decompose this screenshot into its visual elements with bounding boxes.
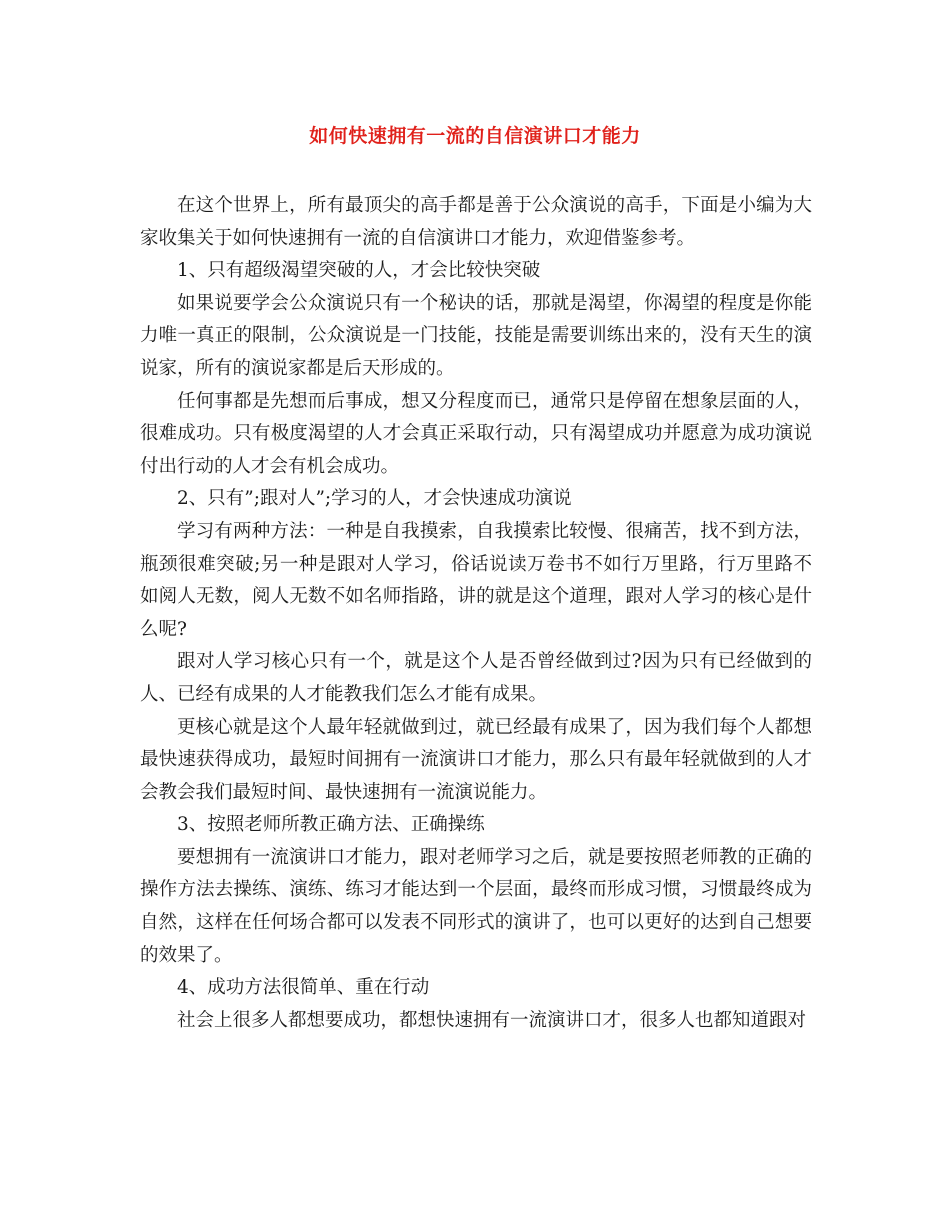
section-heading-2: 2、只有”;跟对人”;学习的人，才会快速成功演说	[177, 488, 572, 510]
body-paragraph: 如果说要学会公众演说只有一个秘诀的话，那就是渴望，你渴望的程度是你能力唯一真正的限制，公众演说是一门技能，技能是需要训练出来的，没有天生的演说家，所有的演说家都是后天形成的。	[140, 292, 812, 379]
section-heading-4: 4、成功方法很简单、重在行动	[177, 977, 430, 999]
intro-paragraph: 在这个世界上，所有最顶尖的高手都是善于公众演说的高手，下面是小编为大家收集关于如何快速拥有一流的自信演讲口才能力，欢迎借鉴参考。	[140, 195, 812, 249]
document-title: 如何快速拥有一流的自信演讲口才能力	[309, 125, 641, 147]
section-heading-3: 3、按照老师所教正确方法、正确操练	[177, 814, 485, 836]
body-paragraph: 学习有两种方法：一种是自我摸索，自我摸索比较慢、很痛苦，找不到方法，瓶颈很难突破;另一种是跟对人学习，俗话说读万卷书不如行万里路，行万里路不如阅人无数，阅人无数不如名师指路，讲的就是这个道理，跟对人学习的核心是什么呢?	[140, 520, 812, 640]
body-paragraph: 要想拥有一流演讲口才能力，跟对老师学习之后，就是要按照老师教的正确的操作方法去操练、演练、练习才能达到一个层面，最终而形成习惯，习惯最终成为自然，这样在任何场合都可以发表不同形式的演讲了，也可以更好的达到自己想要的效果了。	[140, 846, 812, 966]
body-paragraph: 任何事都是先想而后事成，想又分程度而已，通常只是停留在想象层面的人，很难成功。只有极度渴望的人才会真正采取行动，只有渴望成功并愿意为成功演说付出行动的人才会有机会成功。	[140, 390, 812, 477]
body-paragraph: 社会上很多人都想要成功，都想快速拥有一流演讲口才，很多人也都知道跟对	[177, 1009, 807, 1031]
body-paragraph: 更核心就是这个人最年轻就做到过，就已经最有成果了，因为我们每个人都想最快速获得成功，最短时间拥有一流演讲口才能力，那么只有最年轻就做到的人才会教会我们最短时间、最快速拥有一流演说能力。	[140, 716, 812, 803]
section-heading-1: 1、只有超级渴望突破的人，才会比较快突破	[177, 260, 541, 282]
document-body	[140, 190, 812, 1037]
body-paragraph: 跟对人学习核心只有一个，就是这个人是否曾经做到过?因为只有已经做到的人、已经有成果的人才能教我们怎么才能有成果。	[140, 651, 812, 705]
